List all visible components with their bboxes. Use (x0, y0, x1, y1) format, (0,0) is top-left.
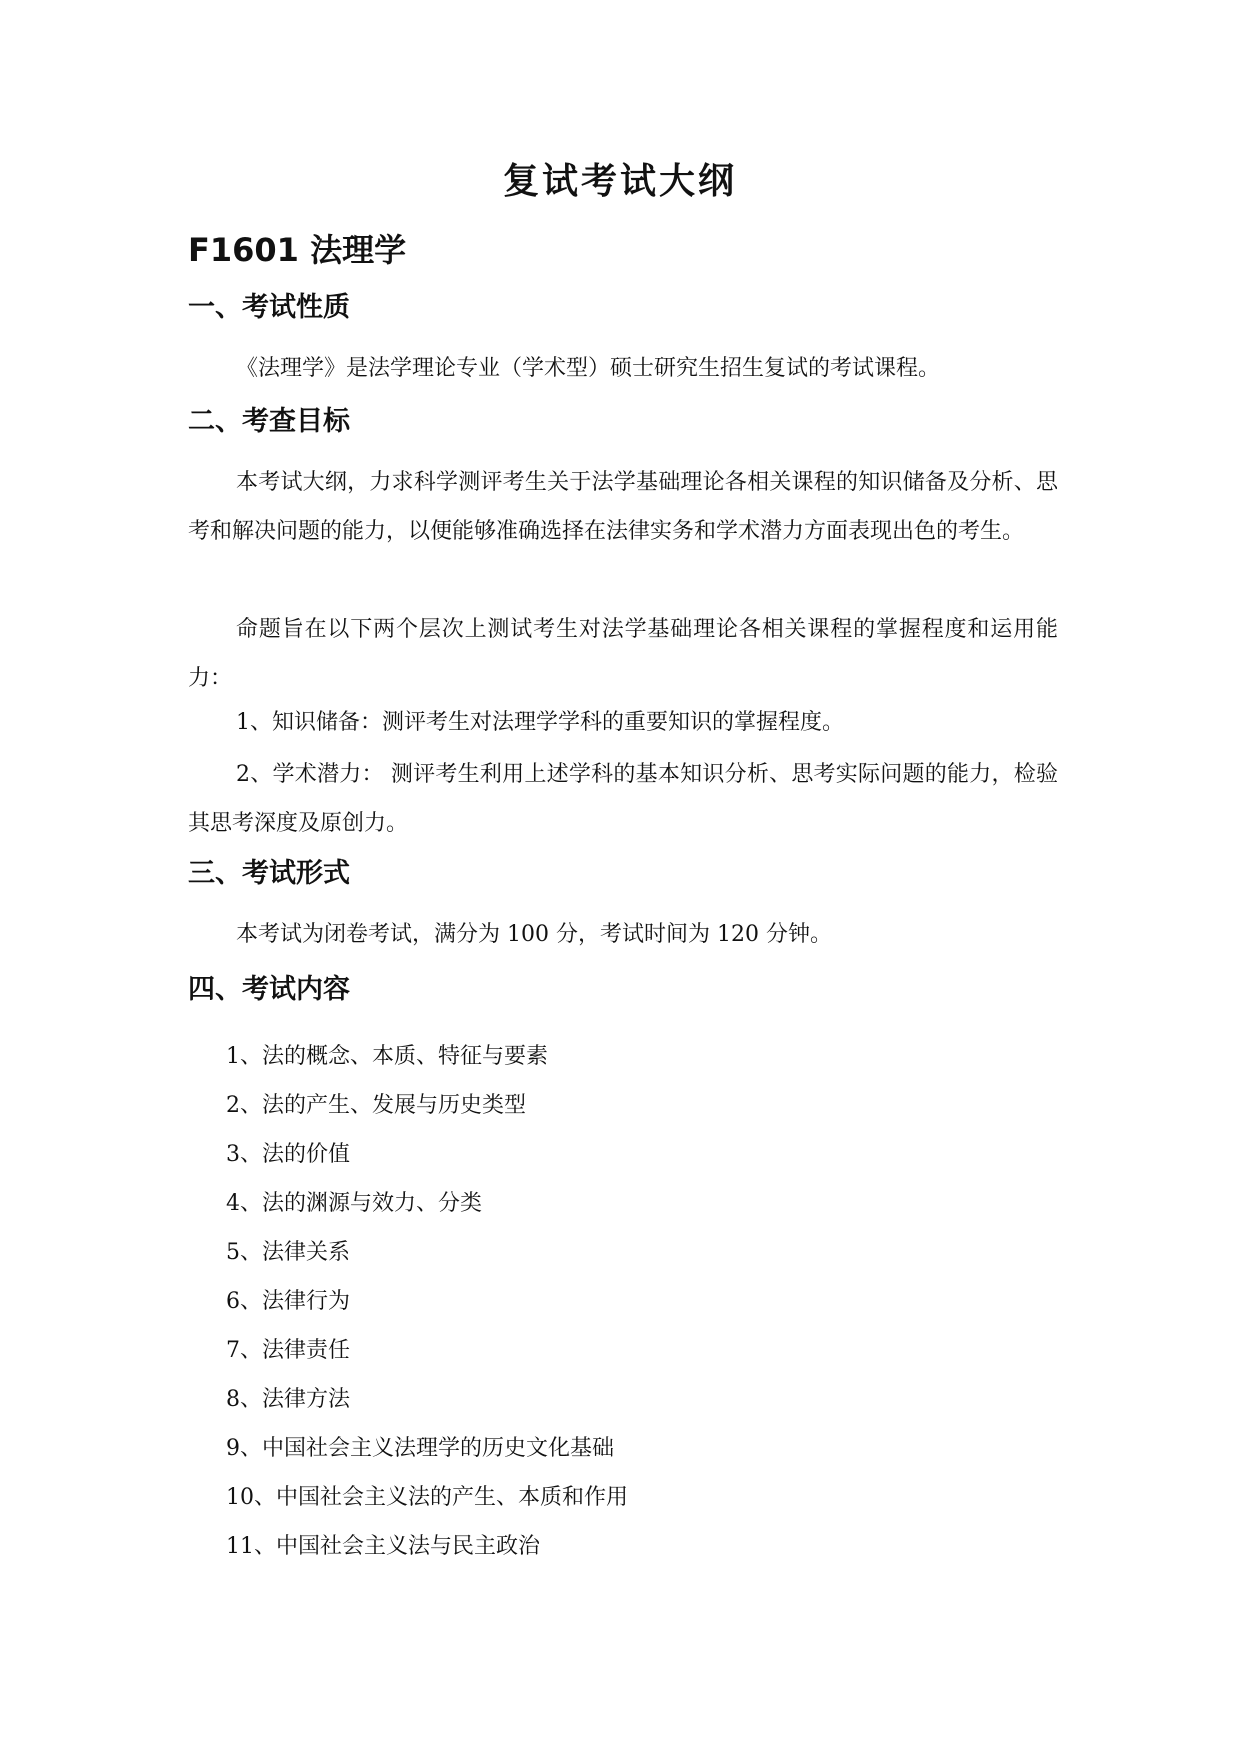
content-list-item: 11、中国社会主义法与民主政治 (226, 1534, 540, 1559)
section-heading-nature: 一、考试性质 (188, 292, 350, 323)
content-list-item: 8、法律方法 (226, 1387, 350, 1412)
content-list-item: 7、法律责任 (226, 1338, 350, 1363)
content-list-item: 1、法的概念、本质、特征与要素 (226, 1044, 548, 1069)
objectives-paragraph-1: 本考试大纲，力求科学测评考生关于法学基础理论各相关课程的知识储备及分析、思考和解决问题的能力，以便能够准确选择在法律实务和学术潜力方面表现出色的考生。 (188, 470, 1058, 544)
section-heading-content: 四、考试内容 (188, 974, 350, 1005)
document-title: 复试考试大纲 (502, 161, 737, 202)
nature-paragraph: 《法理学》是法学理论专业（学术型）硕士研究生招生复试的考试课程。 (236, 356, 941, 381)
section-heading-objectives: 二、考查目标 (188, 406, 350, 437)
objectives-paragraph-2: 命题旨在以下两个层次上测试考生对法学基础理论各相关课程的掌握程度和运用能力： (188, 617, 1058, 691)
content-list-item: 9、中国社会主义法理学的历史文化基础 (226, 1436, 614, 1461)
objectives-item-potential: 2、学术潜力： 测评考生利用上述学科的基本知识分析、思考实际问题的能力，检验其思考深度及原创力。 (188, 762, 1058, 836)
format-paragraph: 本考试为闭卷考试，满分为 100 分，考试时间为 120 分钟。 (236, 922, 832, 947)
section-heading-format: 三、考试形式 (188, 858, 350, 889)
content-list-item: 10、中国社会主义法的产生、本质和作用 (226, 1485, 628, 1510)
content-list-item: 5、法律关系 (226, 1240, 350, 1265)
content-list (226, 1032, 628, 1571)
content-list-item: 6、法律行为 (226, 1289, 350, 1314)
content-list-item: 4、法的渊源与效力、分类 (226, 1191, 482, 1216)
content-list-item: 2、法的产生、发展与历史类型 (226, 1093, 526, 1118)
objectives-item-knowledge: 1、知识储备：测评考生对法理学学科的重要知识的掌握程度。 (236, 710, 844, 735)
course-title: F1601 法理学 (188, 231, 407, 269)
content-list-item: 3、法的价值 (226, 1142, 350, 1167)
